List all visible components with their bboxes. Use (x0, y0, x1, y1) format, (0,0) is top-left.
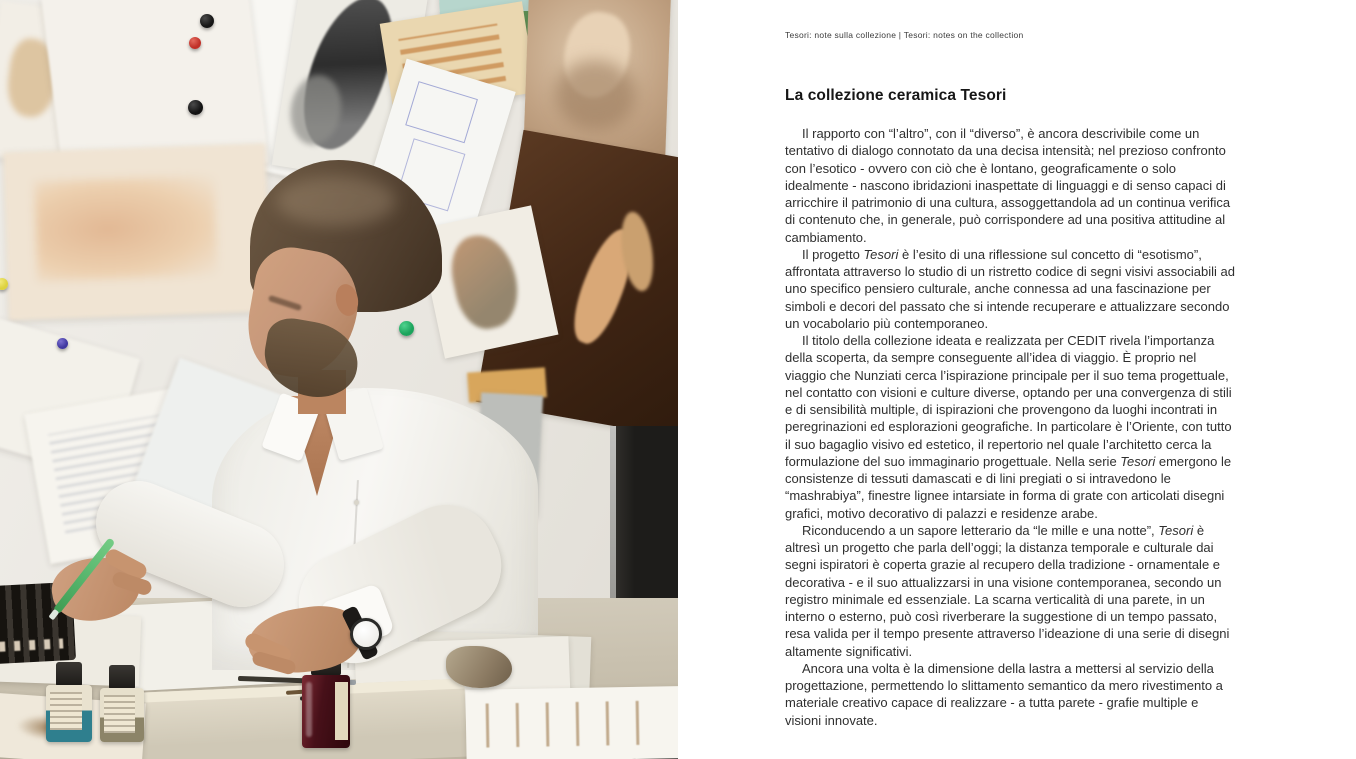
wall-peach-drawing (3, 143, 271, 320)
pushpin-yellow (0, 278, 8, 290)
hair-sheen (276, 176, 396, 226)
article-paragraph: Il progetto Tesori è l’esito di una riflessione sul concetto di “esotismo”, affrontata attraverso lo studio di un ristretto codice di segni visivi associabili ad uno specifico pensiero culturale, anche connessa ad una fascinazione per simboli e decori del passato che si intende recuperare e attualizzare secondo un vocabolario più contemporaneo. (785, 246, 1235, 331)
crumpled-paper (446, 646, 512, 688)
wristwatch-face (350, 618, 382, 650)
text-page (678, 0, 1356, 759)
ink-label (335, 682, 348, 740)
peach-blotch (34, 175, 217, 281)
article-paragraph: Il titolo della collezione ideata e realizzata per CEDIT rivela l’importanza della scoperta, da sempre conseguente all’idea di viaggio. È proprio nel viaggio che Nunziati cerca l’ispirazione principale per il suo tema progettuale, nel contatto con visioni e culture diverse, optando per una convergenza di stili e di sensibilità multiple, di ispirazioni che provengono da luoghi incontrati in peregrinazioni ed esplorazioni geografiche. In particolare è l’Oriente, con tutto il suo bagaglio visivo ed estetico, il repertorio nel quale l’architetto cerca la formulazione del suo immaginario progettuale. Nella serie Tesori emergono le consistenze di tessuti damascati e di lini pregiati o si intravedono le “mashrabiya”, finestre lignee intarsiate in forma di grate con articolati disegni grafici, motivo decorativo di palazzi e residenze arabe. (785, 333, 1232, 521)
running-head: Tesori: note sulla collezione | Tesori: notes on the collection (785, 30, 1024, 40)
ink-cap (109, 665, 135, 690)
pushpin-black-1 (200, 14, 214, 28)
plan-rect-1 (405, 81, 478, 143)
ink-bottle-small (100, 665, 144, 742)
glass-highlight (306, 682, 312, 737)
pen-stroke-tests (486, 701, 647, 748)
ink-cap (56, 662, 82, 687)
pushpin-green (399, 321, 414, 336)
shirt-button (354, 500, 359, 505)
pushpin-purple (57, 338, 68, 349)
page-title: La collezione ceramica Tesori (785, 87, 1007, 104)
article-paragraph: Ancora una volta è la dimensione della lastra a mettersi al servizio della progettazione, permettendo lo slittamento semantico da mero rivestimento a materiale creativo capace di realizzare - a tutta parete - grafie multiple e visioni innovate. (785, 660, 1223, 728)
ink-label (50, 692, 82, 730)
ink-label (104, 695, 135, 733)
article-paragraph: Il rapporto con “l’altro”, con il “diverso”, è ancora descrivibile come un tentativo di dialogo connotato da una decisa intensità; nel prezioso confronto con l’esotico - ovvero con ciò che è lontano, geograficamente o solo idealmente - nascono ibridazioni inaspettate di linguaggi e di senso capaci di arricchire il patrimonio di una cultura, assoggettandola ad un continua verifica di contenuto che, in generale, può corrispondere ad una positiva attitudine al cambiamento. (785, 126, 1231, 245)
pushpin-red (189, 37, 201, 49)
figure-study-blob (445, 229, 525, 334)
ink-bottle-teal (46, 662, 92, 742)
pen-tips (0, 638, 63, 651)
pushpin-black-2 (188, 100, 203, 115)
article-body (785, 125, 1235, 729)
desk-sketch-right (465, 686, 678, 759)
article-paragraph: Riconducendo a un sapore letterario da “le mille e una notte”, Tesori è altresì un progetto che parla dell’oggi; la distanza temporale e culturale dai segni ispiratori è coperta grazie al recupero della tradizione - ornamentale e decorativa - e il suo attualizzarsi in una visione contemporanea, secondo un registro minimale ed essenziale. La scarna verticalità di una parete, in un interno o esterno, può così riverberare la suggestione di un tempo passato, resa valida per il tempo presente attraverso l’ideazione di una serie di disegni altamente significativi. (785, 522, 1230, 659)
